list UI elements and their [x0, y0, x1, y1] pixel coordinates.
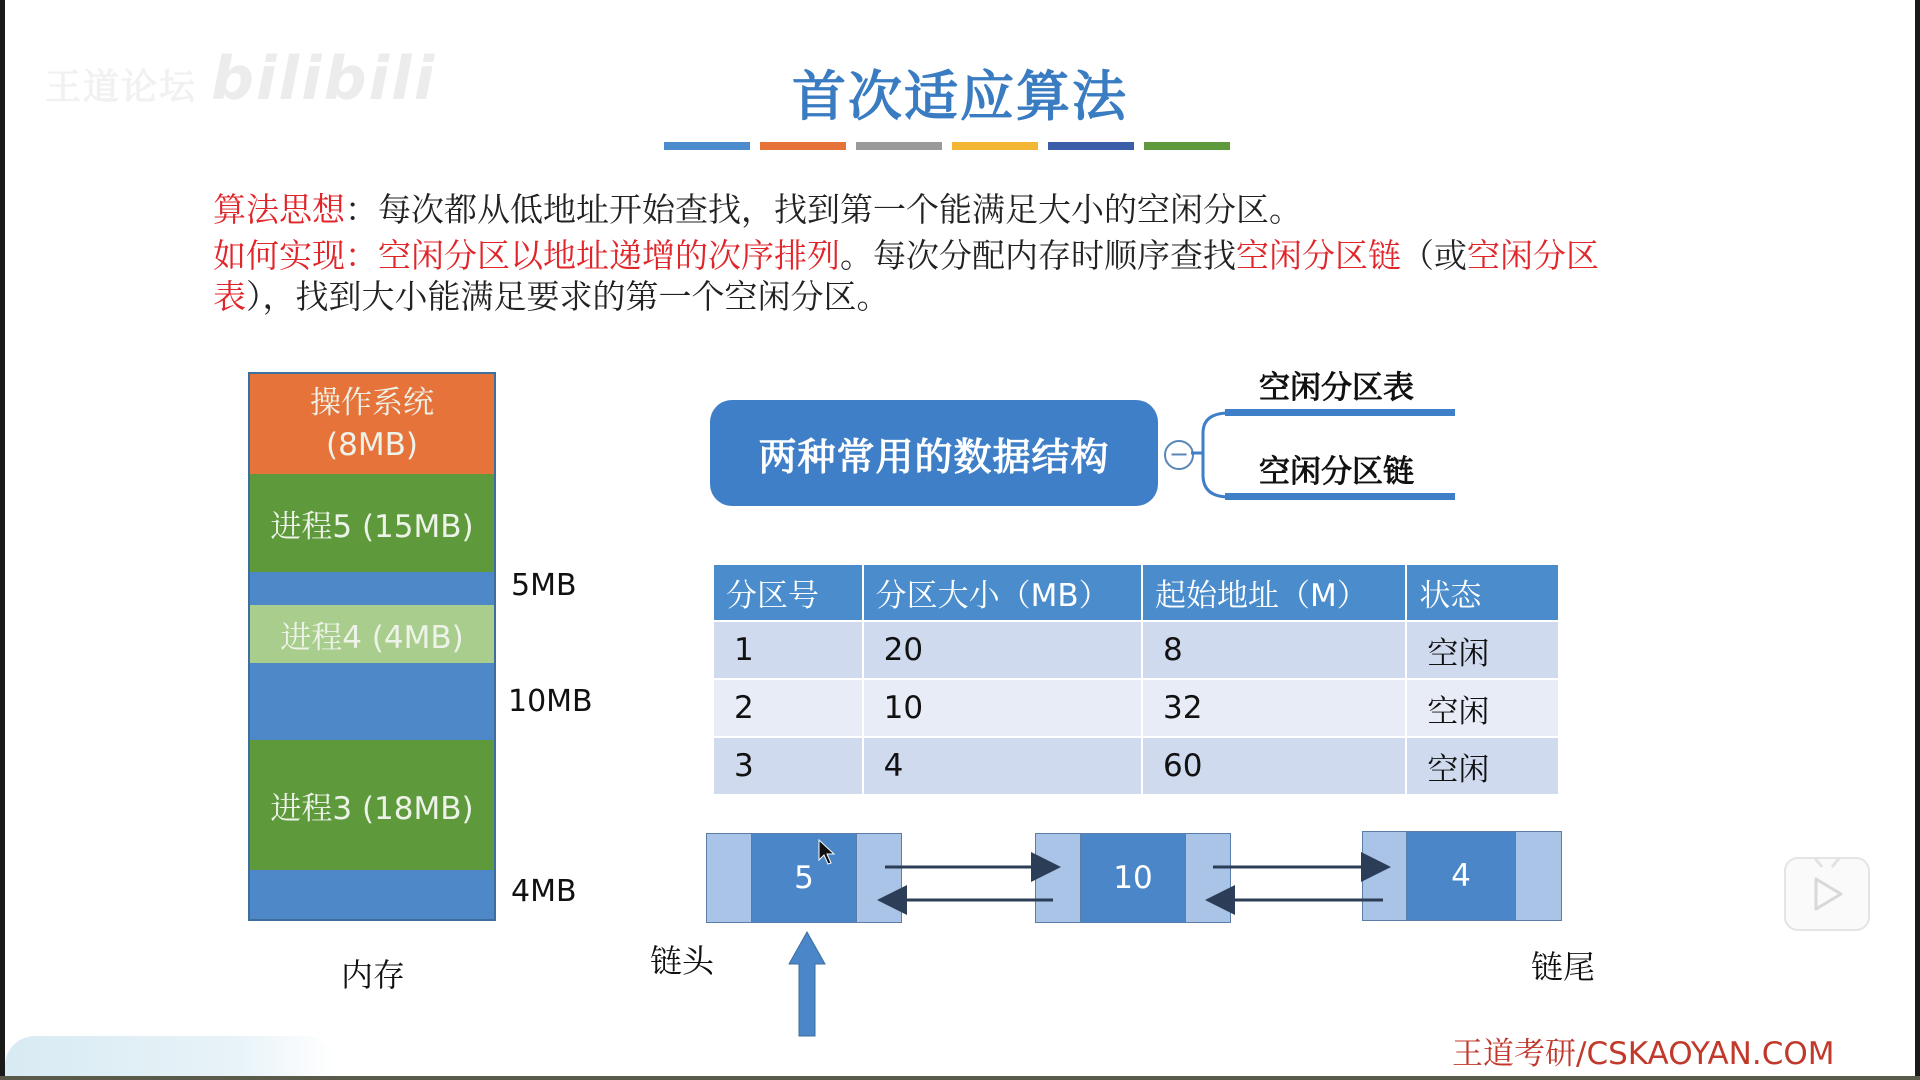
mindmap-root: 两种常用的数据结构 [710, 400, 1158, 506]
mouse-cursor-icon [817, 838, 839, 868]
node-2-value: 10 [1080, 834, 1186, 922]
page-title: 首次适应算法 [792, 65, 1128, 128]
list-head-label: 链头 [650, 942, 715, 980]
impl-label: 如何实现： [213, 236, 378, 275]
idea-text: 每次都从低地址开始查找，找到第一个能满足大小的空闲分区。 [378, 190, 1302, 229]
col-header-size: 分区大小（MB） [863, 564, 1142, 621]
play-button[interactable] [1784, 857, 1870, 931]
impl-red-2: 空闲分区链 [1236, 236, 1401, 275]
col-header-status: 状态 [1406, 564, 1559, 621]
impl-red-4: 表 [213, 277, 246, 316]
collapse-icon[interactable]: − [1164, 440, 1194, 470]
cell: 1 [713, 621, 863, 679]
cell: 空闲 [1406, 737, 1559, 795]
play-icon [1786, 859, 1868, 929]
slide [5, 0, 1915, 1076]
cell: 2 [713, 679, 863, 737]
idea-label: 算法思想 [213, 190, 345, 229]
impl-black-3: ），找到大小能满足要求的第一个空闲分区。 [246, 277, 890, 316]
list-links [5, 0, 1915, 1076]
cell: 3 [713, 737, 863, 795]
cell: 8 [1142, 621, 1406, 679]
impl-black-1: 。每次分配内存时顺序查找 [840, 236, 1236, 275]
node-1-value: 5 [751, 834, 857, 922]
os-size: (8MB) [326, 427, 418, 463]
cell: 32 [1142, 679, 1406, 737]
process-3-label: 进程3 (18MB) [270, 790, 474, 827]
list-tail-label: 链尾 [1531, 948, 1596, 986]
free-label-5mb: 5MB [511, 568, 577, 603]
col-header-id: 分区号 [713, 564, 863, 621]
impl-red-3: 空闲分区 [1467, 236, 1599, 275]
up-arrow-icon [785, 930, 829, 1040]
node-3-value: 4 [1406, 832, 1516, 920]
branch-free-partition-chain: 空闲分区链 [1259, 454, 1414, 490]
bottom-edge [0, 1076, 1920, 1080]
cell: 空闲 [1406, 621, 1559, 679]
memory-caption: 内存 [341, 956, 406, 994]
cell: 60 [1142, 737, 1406, 795]
free-label-10mb: 10MB [508, 684, 593, 719]
watermark-text: 王道论坛 [45, 67, 198, 108]
os-label: 操作系统 [310, 385, 434, 421]
cell: 10 [863, 679, 1142, 737]
process-4-label: 进程4 (4MB) [280, 619, 464, 656]
cell: 空闲 [1406, 679, 1559, 737]
idea-separator: ： [345, 190, 378, 229]
cell: 20 [863, 621, 1142, 679]
bottom-decoration [5, 1036, 335, 1076]
cell: 4 [863, 737, 1142, 795]
brand-label: 王道考研/CSKAOYAN.COM [1452, 1036, 1835, 1072]
free-label-4mb: 4MB [511, 874, 577, 909]
branch-free-partition-table: 空闲分区表 [1259, 370, 1414, 406]
impl-black-2: （或 [1401, 236, 1467, 275]
impl-red-1: 空闲分区以地址递增的次序排列 [378, 236, 840, 275]
col-header-start: 起始地址（M） [1142, 564, 1406, 621]
bilibili-logo-icon: bilibili [211, 44, 437, 114]
process-5-label: 进程5 (15MB) [270, 508, 474, 545]
